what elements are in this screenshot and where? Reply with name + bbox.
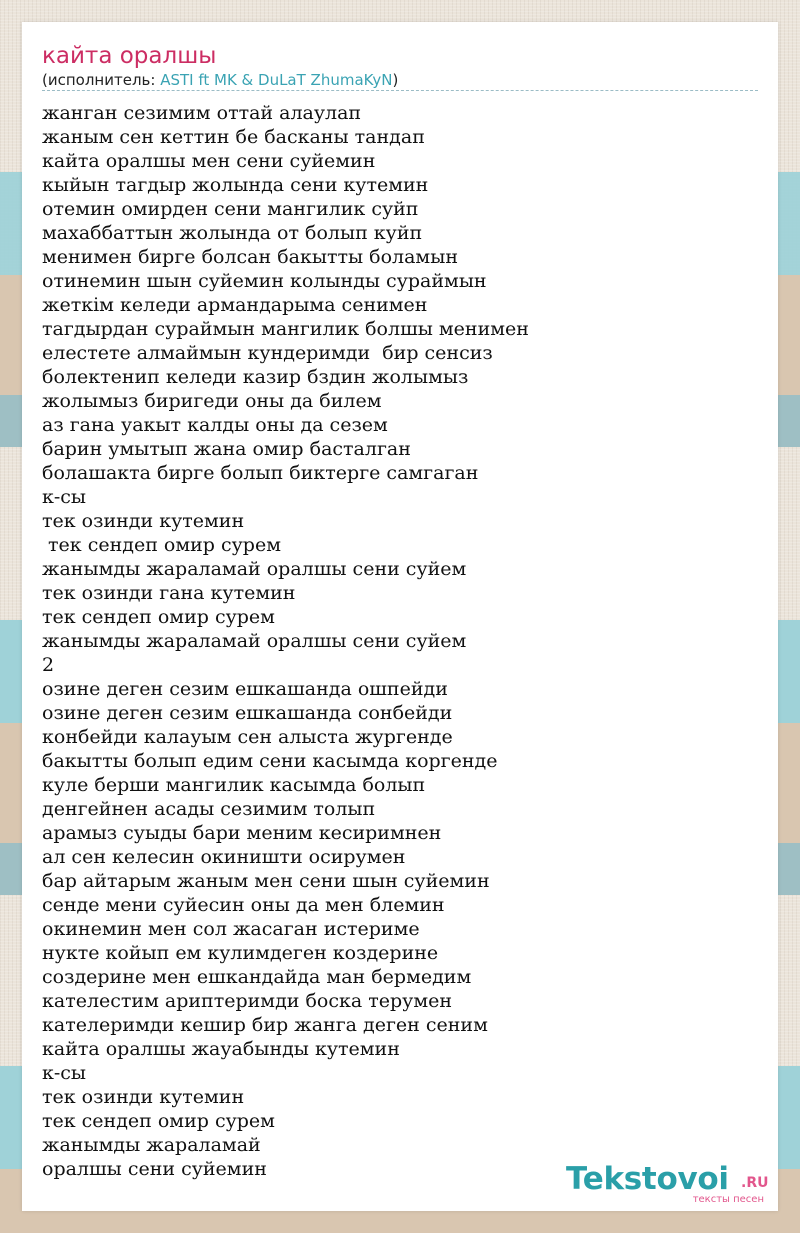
lyric-line: создерине мен ешкандайда ман бермедим <box>42 966 472 988</box>
lyric-line: тек озинди гана кутемин <box>42 582 296 604</box>
lyric-line: арамыз суыды бари меним кесиримнен <box>42 822 442 844</box>
lyric-line: тек озинди кутемин <box>42 1086 245 1108</box>
lyric-line: барин умытып жана омир басталган <box>42 438 411 460</box>
lyric-line: кателеримди кешир бир жанга деген сеним <box>42 1014 488 1036</box>
lyric-line: болектенип келеди казир бздин жолымыз <box>42 366 469 388</box>
lyric-line: нукте койып ем кулимдеген коздерине <box>42 942 439 964</box>
lyric-line: елестете алмаймын кундеримди бир сенсиз <box>42 342 493 364</box>
lyric-line: тек сендеп омир сурем <box>42 606 275 628</box>
lyric-line: жаным сен кеттин бе басканы тандап <box>42 126 425 148</box>
lyric-line: тек сендеп омир сурем <box>42 534 281 556</box>
lyric-line: бар айтарым жаным мен сени шын суйемин <box>42 870 490 892</box>
lyric-line: жанган сезимим оттай алаулап <box>42 102 362 124</box>
lyric-line: кателестим ариптеримди боска терумен <box>42 990 453 1012</box>
lyric-line: жанымды жараламай оралшы сени суйем <box>42 558 467 580</box>
lyric-line: 2 <box>42 654 55 676</box>
lyric-line: конбейди калауым сен алыста жургенде <box>42 726 453 748</box>
lyric-line: озине деген сезим ешкашанда ошпейди <box>42 678 448 700</box>
lyric-line: менимен бирге болсан бакытты боламын <box>42 246 458 268</box>
lyric-line: сенде мени суйесин оны да мен блемин <box>42 894 445 916</box>
lyric-line: махаббаттын жолында от болып куйп <box>42 222 423 244</box>
artist-link[interactable]: ASTI ft MK & DuLaT ZhumaKyN <box>160 71 393 89</box>
lyric-line: тагдырдан сураймын мангилик болшы менимен <box>42 318 529 340</box>
lyric-line: жанымды жараламай <box>42 1134 261 1156</box>
lyric-line: отинемин шын суйемин колынды сураймын <box>42 270 487 292</box>
lyric-line: болашакта бирге болып биктерге самгаган <box>42 462 479 484</box>
lyrics-card <box>22 22 778 1211</box>
lyric-line: окинемин мен сол жасаган истериме <box>42 918 420 940</box>
lyric-line: жеткім келеди армандарыма сенимен <box>42 294 428 316</box>
artist-suffix: ) <box>392 71 399 89</box>
artist-line <box>42 71 398 89</box>
lyric-line: ал сен келесин окиништи осирумен <box>42 846 406 868</box>
logo-tagline: тексты песен <box>692 1194 764 1205</box>
artist-prefix: (исполнитель: <box>42 71 161 89</box>
lyric-line: аз гана уакыт калды оны да сезем <box>42 414 388 436</box>
lyric-line: тек сендеп омир сурем <box>42 1110 275 1132</box>
lyric-line: бакытты болып едим сени касымда коргенде <box>42 750 498 772</box>
lyric-line: оралшы сени суйемин <box>42 1158 267 1180</box>
lyric-line: куле берши мангилик касымда болып <box>42 774 426 796</box>
lyric-line: тек озинди кутемин <box>42 510 245 532</box>
lyric-line: к-сы <box>42 486 87 508</box>
lyric-line: к-сы <box>42 1062 87 1084</box>
lyrics-text <box>42 101 758 1181</box>
lyric-line: кыйын тагдыр жолында сени кутемин <box>42 174 429 196</box>
divider <box>42 90 758 91</box>
lyric-line: жанымды жараламай оралшы сени суйем <box>42 630 467 652</box>
song-title: кайта оралшы <box>42 43 217 69</box>
lyric-line: кайта оралшы жауабынды кутемин <box>42 1038 400 1060</box>
logo-name: Tekstovoi <box>566 1161 729 1197</box>
lyric-line: отемин омирден сени мангилик суйп <box>42 198 419 220</box>
lyric-line: жолымыз биригеди оны да билем <box>42 390 382 412</box>
lyric-line: озине деген сезим ешкашанда сонбейди <box>42 702 453 724</box>
lyric-line: денгейнен асады сезимим толып <box>42 798 376 820</box>
lyric-line: кайта оралшы мен сени суйемин <box>42 150 376 172</box>
site-logo[interactable] <box>566 1161 772 1205</box>
logo-tld: .RU <box>741 1175 769 1191</box>
